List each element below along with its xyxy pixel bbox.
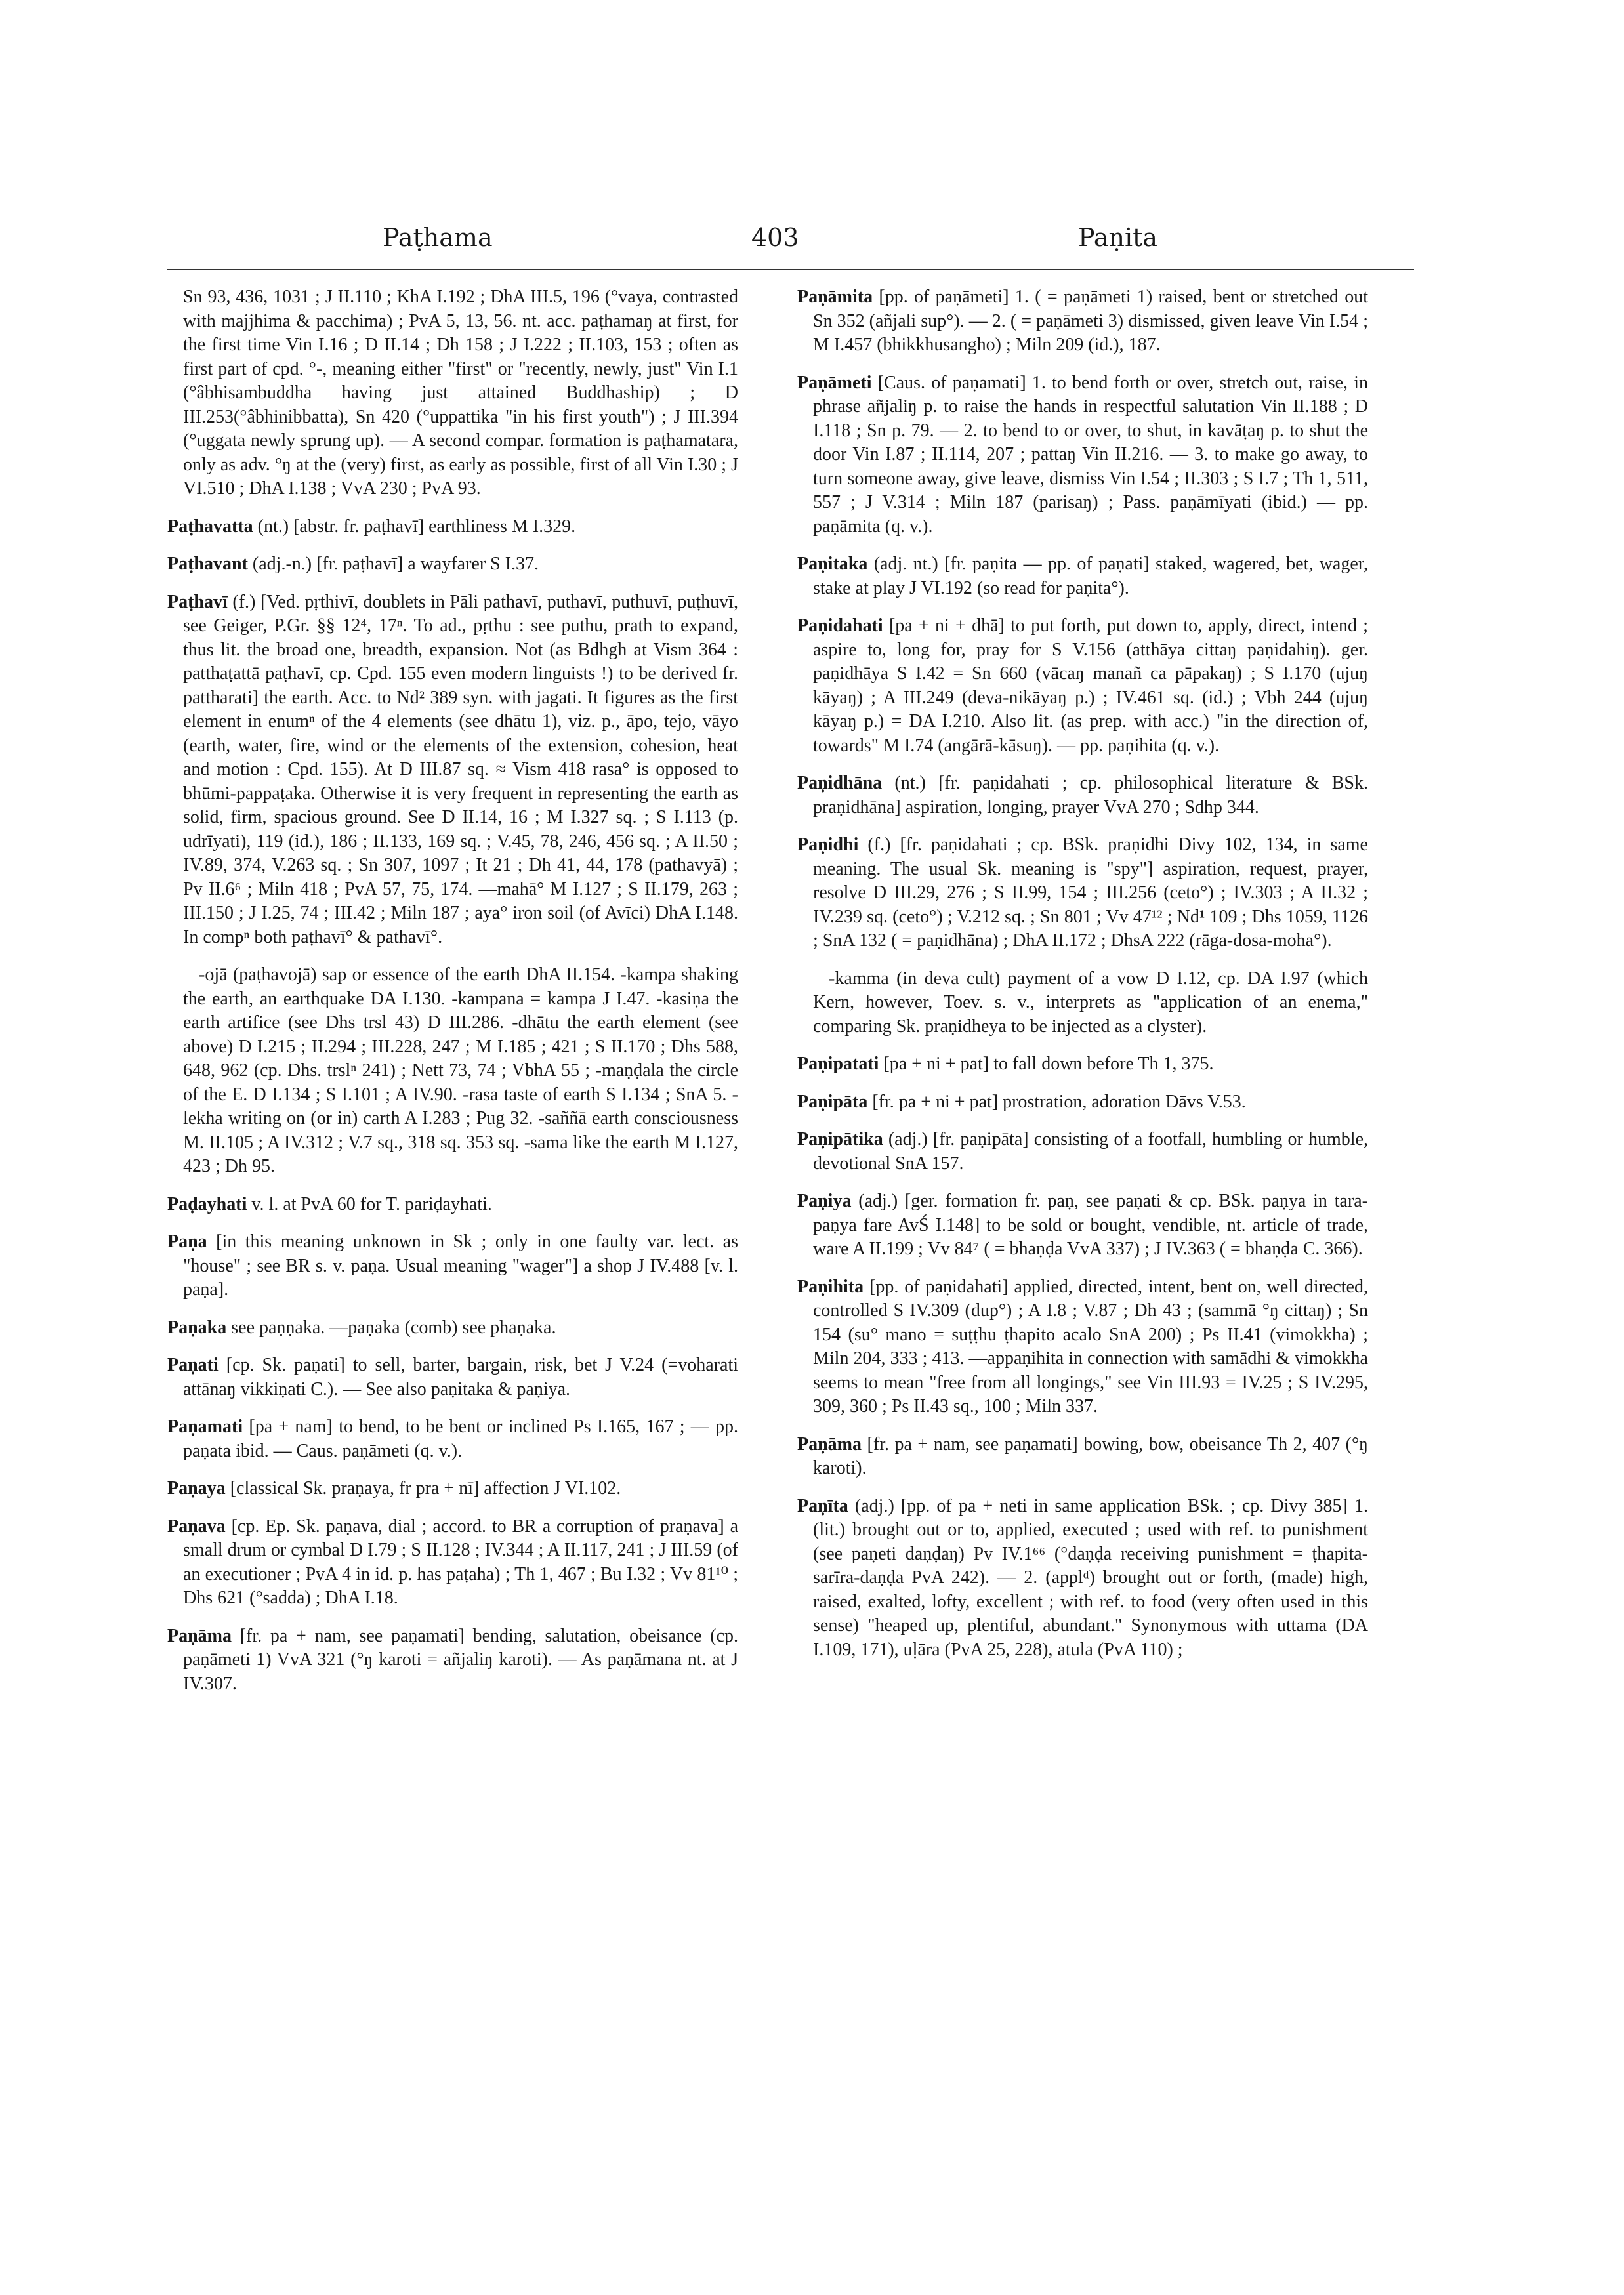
entry-text: [fr. pa + ni + pat] prostration, adoration Dāvs V.53. — [867, 1091, 1246, 1112]
entry-text: [fr. pa + nam, see paṇamati] bowing, bow, obeisance Th 2, 407 (°ŋ karoti). — [813, 1434, 1368, 1478]
header-rule — [167, 269, 1414, 270]
headword: Paṇitaka — [797, 554, 868, 574]
dictionary-entry — [167, 552, 738, 577]
headword: Paṇipāta — [797, 1091, 868, 1112]
entry-text: [pa + nam] to bend, to be bent or inclined Ps I.165, 167 ; — pp. paṇata ibid. — Caus. paṇāmeti (q. v.). — [183, 1416, 738, 1461]
headword: Paṇidhi — [797, 835, 859, 855]
entry-text: (nt.) [abstr. fr. paṭhavī] earthliness M I.329. — [253, 516, 576, 537]
dictionary-entry — [167, 1230, 738, 1302]
dictionary-entry — [167, 285, 738, 501]
page-header — [167, 223, 1414, 269]
headword: Paṇiya — [797, 1191, 852, 1211]
headword: Paṇāmita — [797, 287, 873, 307]
page-number: 403 — [751, 223, 799, 252]
headword: Paṇati — [167, 1355, 219, 1375]
entry-text: v. l. at PvA 60 for T. pariḍayhati. — [247, 1193, 492, 1214]
dictionary-entry — [797, 1128, 1368, 1176]
headword: Paṇamati — [167, 1416, 243, 1437]
dictionary-entry — [167, 515, 738, 539]
entry-text: Sn 93, 436, 1031 ; J II.110 ; KhA I.192 ; DhA III.5, 196 (°vaya, contrasted with majjhima & pacchima) ; PvA 5, 13, 56. nt. acc. paṭhamaŋ at first, for the first time Vin I.16 ; D II.14 ; Dh 158 ; J I.222 ; II.103, 153 ; often as first part of cpd. °-, meaning either "first" or "recently, newly, just" Vin I.1 (°âbhisambuddha having just attained Buddhaship) ; D III.253(°âbhinibbatta), Sn 420 (°uppattika "in his first youth") ; J III.394 (°uggata newly sprung up). — A second compar. formation is paṭhamatara, only as adv. °ŋ at the (very) first, as early as possible, first of all Vin I.30 ; J VI.510 ; DhA I.138 ; VvA 230 ; PvA 93. — [183, 287, 738, 499]
entry-text: [pp. of paṇāmeti] 1. ( = paṇāmeti 1) raised, bent or stretched out Sn 352 (añjali sup°). — 2. ( = paṇāmeti 3) dismissed, given leave Vin I.54 ; M I.457 (bhikkhusangho) ; Miln 209 (id.), 187. — [813, 287, 1368, 355]
entry-text: (adj.-n.) [fr. paṭhavī] a wayfarer S I.37. — [247, 554, 539, 574]
headword: Paṇidhāna — [797, 773, 883, 793]
dictionary-entry — [797, 371, 1368, 539]
entry-text: (f.) [fr. paṇidahati ; cp. BSk. praṇidhi Divy 102, 134, in same meaning. The usual Sk. meaning is "spy"] aspiration, request, prayer, resolve D III.29, 276 ; S II.99, 154 ; III.256 (ceto°) ; IV.303 ; A II.32 ; IV.239 sq. (ceto°) ; V.212 sq. ; Sn 801 ; Vv 47¹² ; Nd¹ 109 ; Dhs 1059, 1126 ; SnA 132 ( = paṇidhāna) ; DhA II.172 ; DhsA 222 (rāga-dosa-moha°). — [813, 835, 1368, 951]
entry-text: (f.) [Ved. pṛthivī, doublets in Pāli pathavī, puthavī, puthuvī, puṭhuvī, see Geiger, P.Gr. §§ 12⁴, 17ⁿ. To ad., pṛthu : see puthu, prath to expand, thus lit. the broad one, breadth, expansion. Not (as Bdhgh at Vism 364 : patthaṭattā paṭhavī, cp. Cpd. 155 even modern linguists !) to be derived fr. pattharati] the earth. Acc. to Nd² 389 syn. with jagati. It figures as the first element in enumⁿ of the 4 elements (see dhātu 1), viz. p., āpo, tejo, vāyo (earth, water, fire, wind or the elements of the extension, cohesion, heat and motion : Cpd. 155). At D III.87 sq. ≈ Vism 418 rasa° is opposed to bhūmi-pappaṭaka. Otherwise it is very frequent in representing the earth as solid, firm, spacious ground. See D II.14, 16 ; M I.327 sq. ; S I.113 (p. udrīyati), 119 (id.), 186 ; II.133, 169 sq. ; V.45, 78, 246, 456 sq. ; A II.50 ; IV.89, 374, V.263 sq. ; Sn 307, 1097 ; It 21 ; Dh 41, 44, 178 (pathavyā) ; Pv II.6⁶ ; Miln 418 ; PvA 57, 75, 174. —mahā° M I.127 ; S II.179, 263 ; III.150 ; J I.25, 74 ; III.42 ; Miln 187 ; aya° iron soil (of Avīci) DhA I.148. In compⁿ both paṭhavī° & pathavī°. — [183, 591, 738, 947]
entry-text: [pp. of paṇidahati] applied, directed, intent, bent on, well directed, controlled S IV.309 (dup°) ; A I.8 ; V.87 ; Dh 43 ; (sammā °ŋ cittaŋ) ; Sn 154 (su° mano = suṭṭhu ṭhapito acalo SnA 200) ; Ps II.41 (vimokkha) ; Miln 204, 333 ; 413. —appaṇihita in connection with samādhi & vimokkha seems to mean "free from all longings," see Vin III.93 = IV.25 ; S IV.295, 309, 360 ; Ps II.43 sq., 100 ; Miln 337. — [813, 1276, 1368, 1416]
entry-text: (adj.) [fr. paṇipāta] consisting of a footfall, humbling or humble, devotional SnA 157. — [813, 1129, 1368, 1174]
dictionary-entry — [167, 1515, 738, 1611]
headword: Paṭhavant — [167, 554, 248, 574]
headword: Paṇipātika — [797, 1129, 883, 1149]
headword: Paṇaya — [167, 1478, 226, 1499]
headword: Paṇipatati — [797, 1054, 879, 1074]
dictionary-entry — [797, 1433, 1368, 1481]
entry-text: [pa + ni + dhā] to put forth, put down to, apply, direct, intend ; aspire to, long for, pray for S V.156 (atthāya cittaŋ paṇidahiŋ). ger. paṇidhāya S I.42 = Sn 660 (vācaŋ manañ ca pāpakaŋ) ; S I.170 (ujuŋ kāyaŋ) ; A III.249 (deva-nikāyaŋ p.) ; IV.461 sq. (id.) ; Vbh 244 (ujuŋ kāyaŋ p.) = DA I.210. Also lit. (as prep. with acc.) "in the direction of, towards" M I.74 (angārā-kāsuŋ). — pp. paṇihita (q. v.). — [813, 615, 1368, 756]
headword: Paṇaka — [167, 1317, 227, 1338]
entry-text: (nt.) [fr. paṇidahati ; cp. philosophical literature & BSk. praṇidhāna] aspiration, longing, prayer VvA 270 ; Sdhp 344. — [813, 773, 1368, 817]
dictionary-entry — [797, 833, 1368, 953]
dictionary-entry — [167, 1316, 738, 1340]
headword: Paṇāma — [167, 1625, 232, 1646]
dictionary-entry — [167, 590, 738, 950]
right-column — [797, 285, 1368, 1676]
headword: Paṇava — [167, 1516, 226, 1537]
running-head-left: Paṭhama — [383, 223, 493, 252]
entry-text: (adj.) [pp. of pa + neti in same application BSk. ; cp. Divy 385] 1. (lit.) brought out or to, applied, executed ; used with ref. to punishment (see paṇeti daṇḍaŋ) Pv IV.1⁶⁶ (°daṇḍa receiving punishment = ṭhapita-sarīra-daṇḍa PvA 242). — 2. (applᵈ) brought out or forth, (made) high, raised, exalted, lofty, excellent ; with ref. to food (very often used in this sense) "heaped up, plentiful, abundant." Synonymous with uttama (DA I.109, 171), uḷāra (PvA 25, 228), atula (PvA 110) ; — [813, 1495, 1368, 1660]
headword: Paṇa — [167, 1231, 207, 1252]
headword: Paṭhavatta — [167, 516, 253, 537]
dictionary-entry — [167, 963, 738, 1179]
entry-text: (adj.) [ger. formation fr. paṇ, see paṇati & cp. BSk. paṇya in tara-paṇya fare AvŚ I.148] to be sold or bought, vendible, nt. article of trade, ware A II.199 ; Vv 84⁷ ( = bhaṇḍa VvA 337) ; J IV.363 ( = bhaṇḍa C. 366). — [813, 1191, 1368, 1259]
entry-text: see paṇṇaka. —paṇaka (comb) see phaṇaka. — [226, 1317, 556, 1338]
entry-text: [Caus. of paṇamati] 1. to bend forth or over, stretch out, raise, in phrase añjaliŋ p. to raise the hands in respectful salutation Vin II.188 ; D I.118 ; Sn p. 79. — 2. to bend to or over, to shut, in kavāṭaŋ p. to shut the door Vin I.87 ; II.114, 207 ; pattaŋ Vin II.216. — 3. to make go away, to turn someone away, give leave, dismiss Vin I.54 ; II.303 ; S I.7 ; Th 1, 511, 557 ; J V.314 ; Miln 187 (parisaŋ) ; Pass. paṇāmīyati (ibid.) — pp. paṇāmita (q. v.). — [813, 372, 1368, 537]
entry-text: [in this meaning unknown in Sk ; only in one faulty var. lect. as "house" ; see BR s. v. paṇa. Usual meaning "wager"] a shop J IV.488 [v. l. paṇa]. — [183, 1231, 738, 1300]
dictionary-entry — [167, 1193, 738, 1217]
dictionary-entry — [797, 1495, 1368, 1663]
headword: Paṇīta — [797, 1495, 848, 1516]
headword: Paḍayhati — [167, 1193, 247, 1214]
left-column — [167, 285, 738, 1710]
dictionary-entry — [167, 1624, 738, 1697]
headword: Paṭhavī — [167, 591, 228, 612]
dictionary-entry — [797, 552, 1368, 600]
dictionary-entry — [797, 1189, 1368, 1262]
entry-text: -kamma (in deva cult) payment of a vow D I.12, cp. DA I.97 (which Kern, however, Toev. s. v., interprets as "application of an enema," comparing Sk. praṇidheya to be injected as a clyster). — [813, 968, 1368, 1037]
entry-text: [pa + ni + pat] to fall down before Th 1, 375. — [879, 1054, 1214, 1074]
dictionary-entry — [797, 772, 1368, 819]
dictionary-entry — [167, 1354, 738, 1401]
running-head-right: Paṇita — [1078, 223, 1158, 252]
dictionary-entry — [797, 1275, 1368, 1419]
entry-text: [cp. Sk. paṇati] to sell, barter, bargain, risk, bet J V.24 (=voharati attānaŋ vikkiṇati C.). — See also paṇitaka & paṇiya. — [183, 1355, 738, 1399]
headword: Paṇāma — [797, 1434, 862, 1455]
headword: Paṇidahati — [797, 615, 883, 636]
dictionary-entry — [797, 967, 1368, 1039]
dictionary-entry — [797, 1090, 1368, 1115]
entry-text: [classical Sk. praṇaya, fr pra + nī] affection J VI.102. — [225, 1478, 621, 1499]
dictionary-entry — [797, 285, 1368, 358]
headword: Paṇāmeti — [797, 372, 872, 393]
headword: Paṇihita — [797, 1276, 864, 1297]
dictionary-entry — [167, 1477, 738, 1501]
entry-text: [fr. pa + nam, see paṇamati] bending, salutation, obeisance (cp. paṇāmeti 1) VvA 321 (°ŋ karoti = añjaliŋ karoti). — As paṇāmana nt. at J IV.307. — [183, 1625, 738, 1694]
entry-text: -ojā (paṭhavojā) sap or essence of the earth DhA II.154. -kampa shaking the earth, an earthquake DA I.130. -kampana = kampa J I.47. -kasiṇa the earth artifice (see Dhs trsl 43) D III.286. -dhātu the earth element (see above) D I.215 ; II.294 ; III.228, 247 ; M I.185 ; 421 ; S II.170 ; Dhs 588, 648, 962 (cp. Dhs. trslⁿ 241) ; Nett 73, 74 ; VbhA 55 ; -maṇḍala the circle of the E. D I.134 ; S I.101 ; A IV.90. -rasa taste of earth S I.134 ; SnA 5. -lekha writing on (or in) carth A I.283 ; Pug 32. -saññā earth consciousness M. II.105 ; A IV.312 ; V.7 sq., 318 sq. 353 sq. -sama like the earth M I.127, 423 ; Dh 95. — [183, 964, 738, 1176]
entry-text: (adj. nt.) [fr. paṇita — pp. of paṇati] staked, wagered, bet, wager, stake at play J VI.192 (so read for paṇita°). — [813, 554, 1368, 598]
entry-text: [cp. Ep. Sk. paṇava, dial ; accord. to BR a corruption of praṇava] a small drum or cymbal D I.79 ; S II.128 ; IV.344 ; A II.117, 241 ; J III.59 (of an executioner ; PvA 4 in id. p. has paṭaha) ; Th 1, 467 ; Bu I.32 ; Vv 81¹⁰ ; Dhs 621 (°sadda) ; DhA I.18. — [183, 1516, 738, 1608]
dictionary-entry — [797, 1052, 1368, 1077]
dictionary-entry — [167, 1415, 738, 1463]
dictionary-entry — [797, 614, 1368, 758]
